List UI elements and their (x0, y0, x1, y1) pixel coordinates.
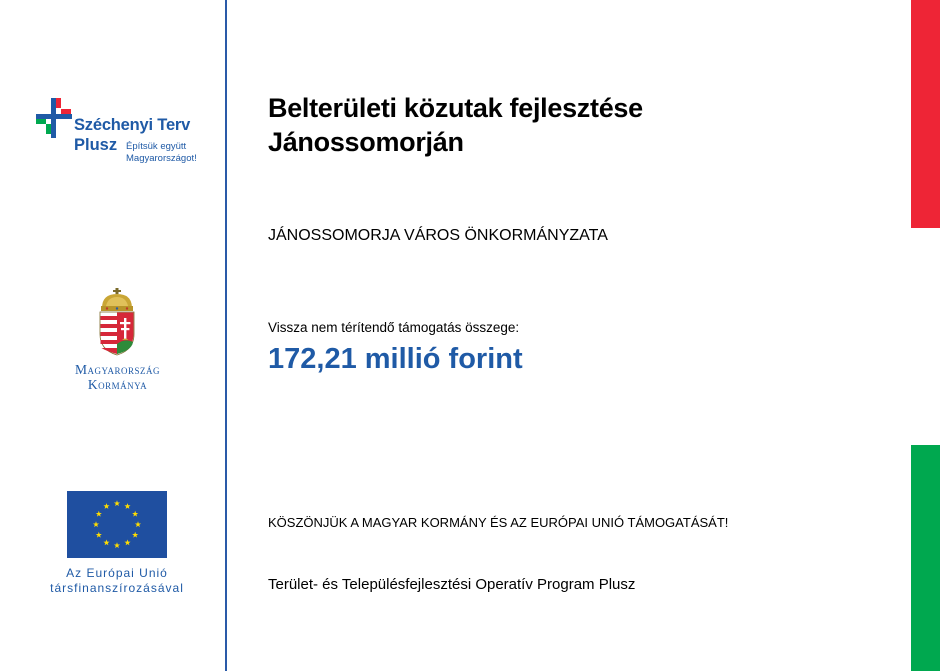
grant-amount: 172,21 millió forint (268, 343, 523, 375)
flag-stripe-green (911, 445, 940, 671)
eu-line2: társfinanszírozásával (50, 581, 184, 595)
thanks-text: KÖSZÖNJÜK A MAGYAR KORMÁNY ÉS AZ EURÓPAI UNIÓ TÁMOGATÁSÁT! (268, 515, 729, 530)
project-title-line2: Jánossomorján (268, 127, 464, 157)
szechenyi-terv-logo (34, 96, 214, 166)
szechenyi-name-line1: Széchenyi Terv (74, 116, 191, 134)
grant-label: Vissza nem térítendő támogatás összege: (268, 320, 520, 335)
szechenyi-slogan (126, 141, 197, 165)
project-title (268, 91, 643, 159)
program-name: Terület- és Településfejlesztési Operatív Program Plusz (268, 576, 636, 593)
eu-line1: Az Európai Unió (66, 566, 168, 580)
beneficiary-name: JÁNOSSOMORJA VÁROS ÖNKORMÁNYZATA (268, 227, 608, 244)
government-line2: Kormánya (87, 377, 148, 392)
szechenyi-name-line2: Plusz (74, 136, 118, 154)
column-divider (225, 0, 227, 671)
project-title-line1: Belterületi közutak fejlesztése (268, 93, 643, 123)
government-line1: Magyarország (74, 362, 160, 377)
eu-caption (30, 566, 204, 596)
eu-flag-icon (67, 491, 167, 558)
hungarian-coat-of-arms-icon (96, 288, 138, 356)
government-caption (40, 362, 195, 392)
szechenyi-slogan-line2: Magyarországot! (126, 153, 197, 164)
szechenyi-cross-icon (34, 96, 74, 140)
szechenyi-slogan-line1: Építsük együtt (126, 141, 187, 152)
flag-stripe-red (911, 0, 940, 228)
